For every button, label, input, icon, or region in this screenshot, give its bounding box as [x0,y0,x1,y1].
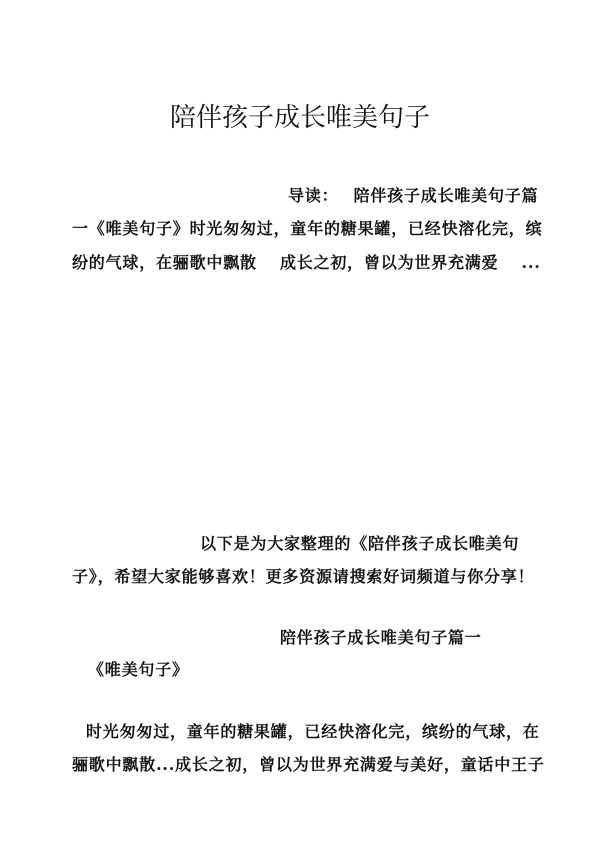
lead-line: 子》，希望大家能够喜欢！更多资源请搜索好词频道与你分享！ [72,567,535,586]
lead-line: 以下是为大家整理的《陪伴孩子成长唯美句 [200,534,520,553]
section-heading: 陪伴孩子成长唯美句子篇一 [280,628,482,647]
document-title: 陪伴孩子成长唯美句子 [169,103,430,134]
intro-line: 导读： 陪伴孩子成长唯美句子篇 [288,186,539,205]
intro-line: 一《唯美句子》时光匆匆过，童年的糖果罐，已经快溶化完，缤 [72,219,543,238]
body-line: 骊歌中飘散...成长之初，曾以为世界充满爱与美好，童话中王子 [72,755,545,774]
intro-line: 纷的气球，在骊歌中飘散 成长之初，曾以为世界充满爱 ... [72,253,541,272]
body-line: 时光匆匆过，童年的糖果罐，已经快溶化完，缤纷的气球，在 [86,722,540,741]
section-subheading: 《唯美句子》 [88,660,189,679]
